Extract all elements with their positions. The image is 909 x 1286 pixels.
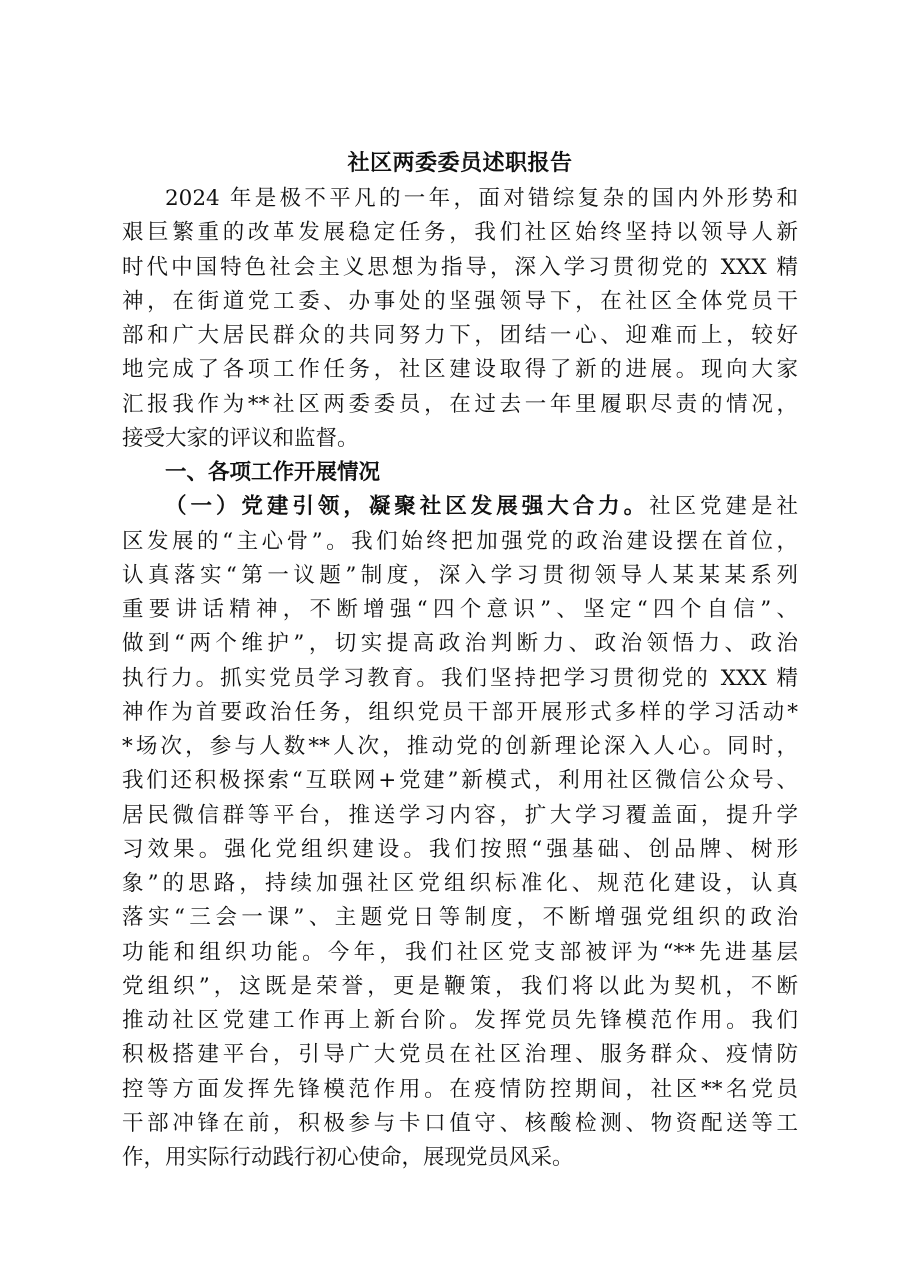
paragraph-line: 部和广大居民群众的共同努力下，团结一心、迎难而上，较好 (122, 323, 798, 348)
paragraph-line: 2024 年是极不平凡的一年，面对错综复杂的国内外形势和 (165, 186, 798, 211)
paragraph-line: 积极搭建平台，引导广大党员在社区治理、服务群众、疫情防 (122, 1042, 798, 1068)
paragraph-line: 习效果。强化党组织建设。我们按照“强基础、创品牌、树形 (122, 836, 798, 862)
paragraph-line: 重要讲话精神，不断增强“四个意识”、坚定“四个自信”、 (122, 597, 798, 622)
paragraph-line: 区发展的“主心骨”。我们始终把加强党的政治建设摆在首位， (122, 528, 798, 554)
section-heading: 一、各项工作开展情况 (165, 460, 381, 485)
paragraph-line: 汇报我作为**社区两委委员，在过去一年里履职尽责的情况， (122, 391, 798, 417)
paragraph-line: 执行力。抓实党员学习教育。我们坚持把学习贯彻党的 XXX 精 (122, 665, 798, 691)
paragraph-line: 接受大家的评议和监督。 (122, 425, 359, 451)
paragraph-line (122, 490, 798, 524)
paragraph-line: *场次，参与人数**人次，推动党的创新理论深入人心。同时， (122, 734, 798, 759)
subsection-heading: （一）党建引领，凝聚社区发展强大合力。 (165, 494, 650, 520)
paragraph-line: 党组织”，这既是荣誉，更是鞭策，我们将以此为契机，不断 (122, 973, 798, 999)
document-title: 社区两委委员述职报告 (347, 150, 573, 176)
intro-paragraph (122, 182, 798, 456)
paragraph-line: 地完成了各项工作任务，社区建设取得了新的进展。现向大家 (122, 357, 798, 383)
paragraph-line: 作，用实际行动践行初心使命，展现党员风采。 (122, 1145, 574, 1170)
document-body (122, 144, 798, 1175)
paragraph-line: 落实“三会一课”、主题党日等制度，不断增强党组织的政治 (122, 905, 798, 931)
paragraph-line: 做到“两个维护”，切实提高政治判断力、政治领悟力、政治 (122, 631, 798, 657)
paragraph-line: 神，在街道党工委、办事处的坚强领导下，在社区全体党员干 (122, 288, 798, 314)
paragraph-line: 时代中国特色社会主义思想为指导，深入学习贯彻党的 XXX 精 (122, 254, 798, 280)
subsection-paragraph (122, 490, 798, 1175)
paragraph-line: 控等方面发挥先锋模范作用。在疫情防控期间，社区**名党员 (122, 1076, 798, 1102)
paragraph-line: 艰巨繁重的改革发展稳定任务，我们社区始终坚持以领导人新 (122, 220, 798, 246)
paragraph-line: 认真落实“第一议题”制度，深入学习贯彻领导人某某某系列 (122, 562, 798, 588)
paragraph-line: 神作为首要政治任务，组织党员干部开展形式多样的学习活动* (122, 699, 798, 725)
paragraph-line: 象”的思路，持续加强社区党组织标准化、规范化建设，认真 (122, 871, 798, 896)
paragraph-line: 干部冲锋在前，积极参与卡口值守、核酸检测、物资配送等工 (122, 1110, 798, 1136)
paragraph-text: 社区党建是社 (649, 494, 798, 520)
paragraph-line: 推动社区党建工作再上新台阶。发挥党员先锋模范作用。我们 (122, 1008, 798, 1033)
paragraph-line: 我们还积极探索“互联网+党建”新模式，利用社区微信公众号、 (122, 768, 798, 794)
paragraph-line: 居民微信群等平台，推送学习内容，扩大学习覆盖面，提升学 (122, 802, 798, 828)
paragraph-line: 功能和组织功能。今年，我们社区党支部被评为“**先进基层 (122, 939, 798, 965)
